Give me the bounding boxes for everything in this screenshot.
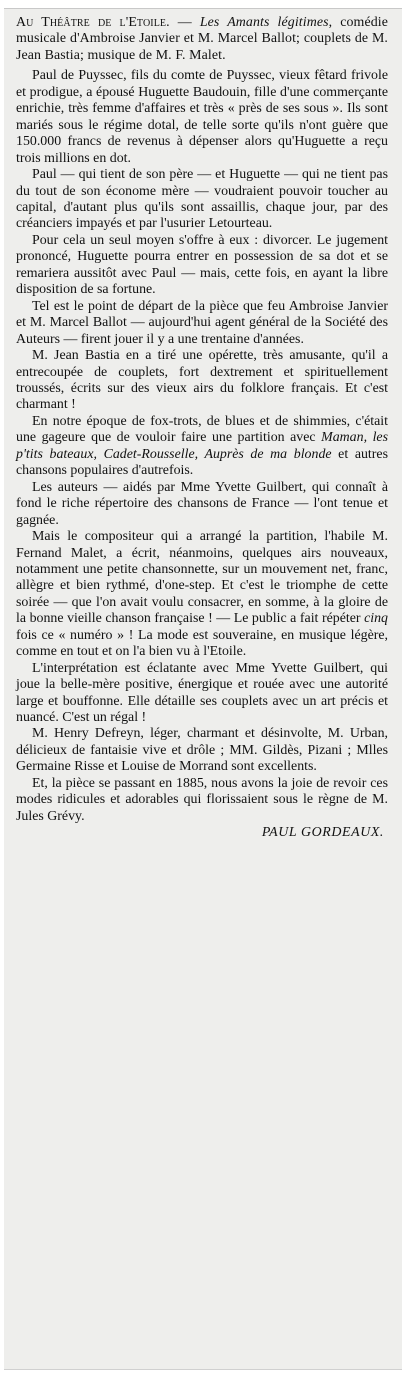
article-header [16,15,388,64]
paragraph-plot-divorce: Pour cela un seul moyen s'offre à eux : divorcer. Le jugement prononcé, Huguette pourra entrer en possession de sa dot et se remariera aussitôt avec Paul — mais, cette fois, en ayant la libre disposition de sa fortune. [16,232,388,298]
paragraph-cast: M. Henry Defreyn, léger, charmant et désinvolte, M. Urban, délicieux de fantaisie vive et drôle ; MM. Gildès, Pizani ; Mlles Germaine Risse et Louise de Morrand sont excellents. [16,726,388,775]
theatre-name: Au Théâtre de l'Etoile. [16,15,170,30]
author-signature: PAUL GORDEAUX. [261,825,384,841]
play-title: Les Amants légitimes [199,15,329,30]
composer-start: Mais le compositeur qui a arrangé la partition, l'habile M. Fernand Malet, a écrit, néanmoins, quelques airs nouveaux, notamment une petite chansonnette, sur un mouvement net, franc, allègre et bien rythmé, d'one-step. Et c'est le triomphe de cette soirée — que l'on avait voulu consacrer, en somme, à la gloire de la bonne vieille chanson française ! — Le public a fait répéter [16,529,388,627]
folk-songs-start: En notre époque de fox-trots, de blues et de shimmies, c'était une gageure que de vouloir faire une partition avec [16,413,388,446]
review-article [16,15,388,842]
newspaper-clipping [4,8,402,1370]
song-titles: Maman, les p'tits bateaux, Cadet-Rousselle, Auprès de ma blonde [16,430,388,462]
header-dash: — [169,15,200,30]
emphasis-cinq: cinq [364,611,388,627]
paragraph-origin: Tel est le point de départ de la pièce que feu Ambroise Janvier et M. Marcel Ballot — aujourd'hui agent général de la Société des Auteurs — firent jouer il y a une trentaine d'années. [16,298,388,347]
folk-songs-end: et autres chansons populaires d'autrefois. [16,446,388,479]
play-credits: , comédie musicale d'Ambroise Janvier et M. Marcel Ballot; couplets de M. Jean Bastia; musique de M. F. Malet. [16,15,388,63]
paragraph-operetta: M. Jean Bastia en a tiré une opérette, très amusante, qu'il a entrecoupée de couplets, fort dextrement et spirituellement troussés, écrits sur des vieux airs du folklore français. Et c'est charmant ! [16,348,388,413]
composer-end: fois ce « numéro » ! La mode est souveraine, en musique légère, comme en tout et on l'a bien vu à l'Etoile. [16,627,388,660]
paragraph-interpretation: L'interprétation est éclatante avec Mme Yvette Guilbert, qui joue la belle-mère positive, énergique et rouée avec une autorité large et bouffonne. Elle détaille ses couplets avec un art précis et nuancé. C'est un régal ! [16,660,388,726]
paragraph-plot-capital: Paul — qui tient de son père — et Huguette — qui ne tient pas du tout de son économe mère — voudraient pouvoir toucher au capital, d'autant plus qu'ils sont assaillis, chaque jour, par des créanciers impayés et par l'usurier Letourteau. [16,167,388,232]
paragraph-folk-songs [16,414,388,480]
paragraph-authors: Les auteurs — aidés par Mme Yvette Guilbert, qui connaît à fond le riche répertoire des chansons de France — l'ont tenue et gagnée. [16,479,388,528]
paragraph-plot-intro: Paul de Puyssec, fils du comte de Puyssec, vieux fêtard frivole et prodigue, a épousé Huguette Baudouin, fille d'une commerçante enrichie, très femme d'affaires et très « près de ses sous ». Ils sont mariés sous le régime dotal, de telle sorte qu'ils n'ont guère que 150.000 francs de revenus à dépenser alors qu'Huguette a reçu trois millions en dot. [16,68,388,166]
paragraph-composer [16,529,388,661]
paragraph-fashions: Et, la pièce se passant en 1885, nous avons la joie de revoir ces modes ridicules et adorables qui florissaient sous le règne de M. Jules Grévy. [16,775,388,824]
